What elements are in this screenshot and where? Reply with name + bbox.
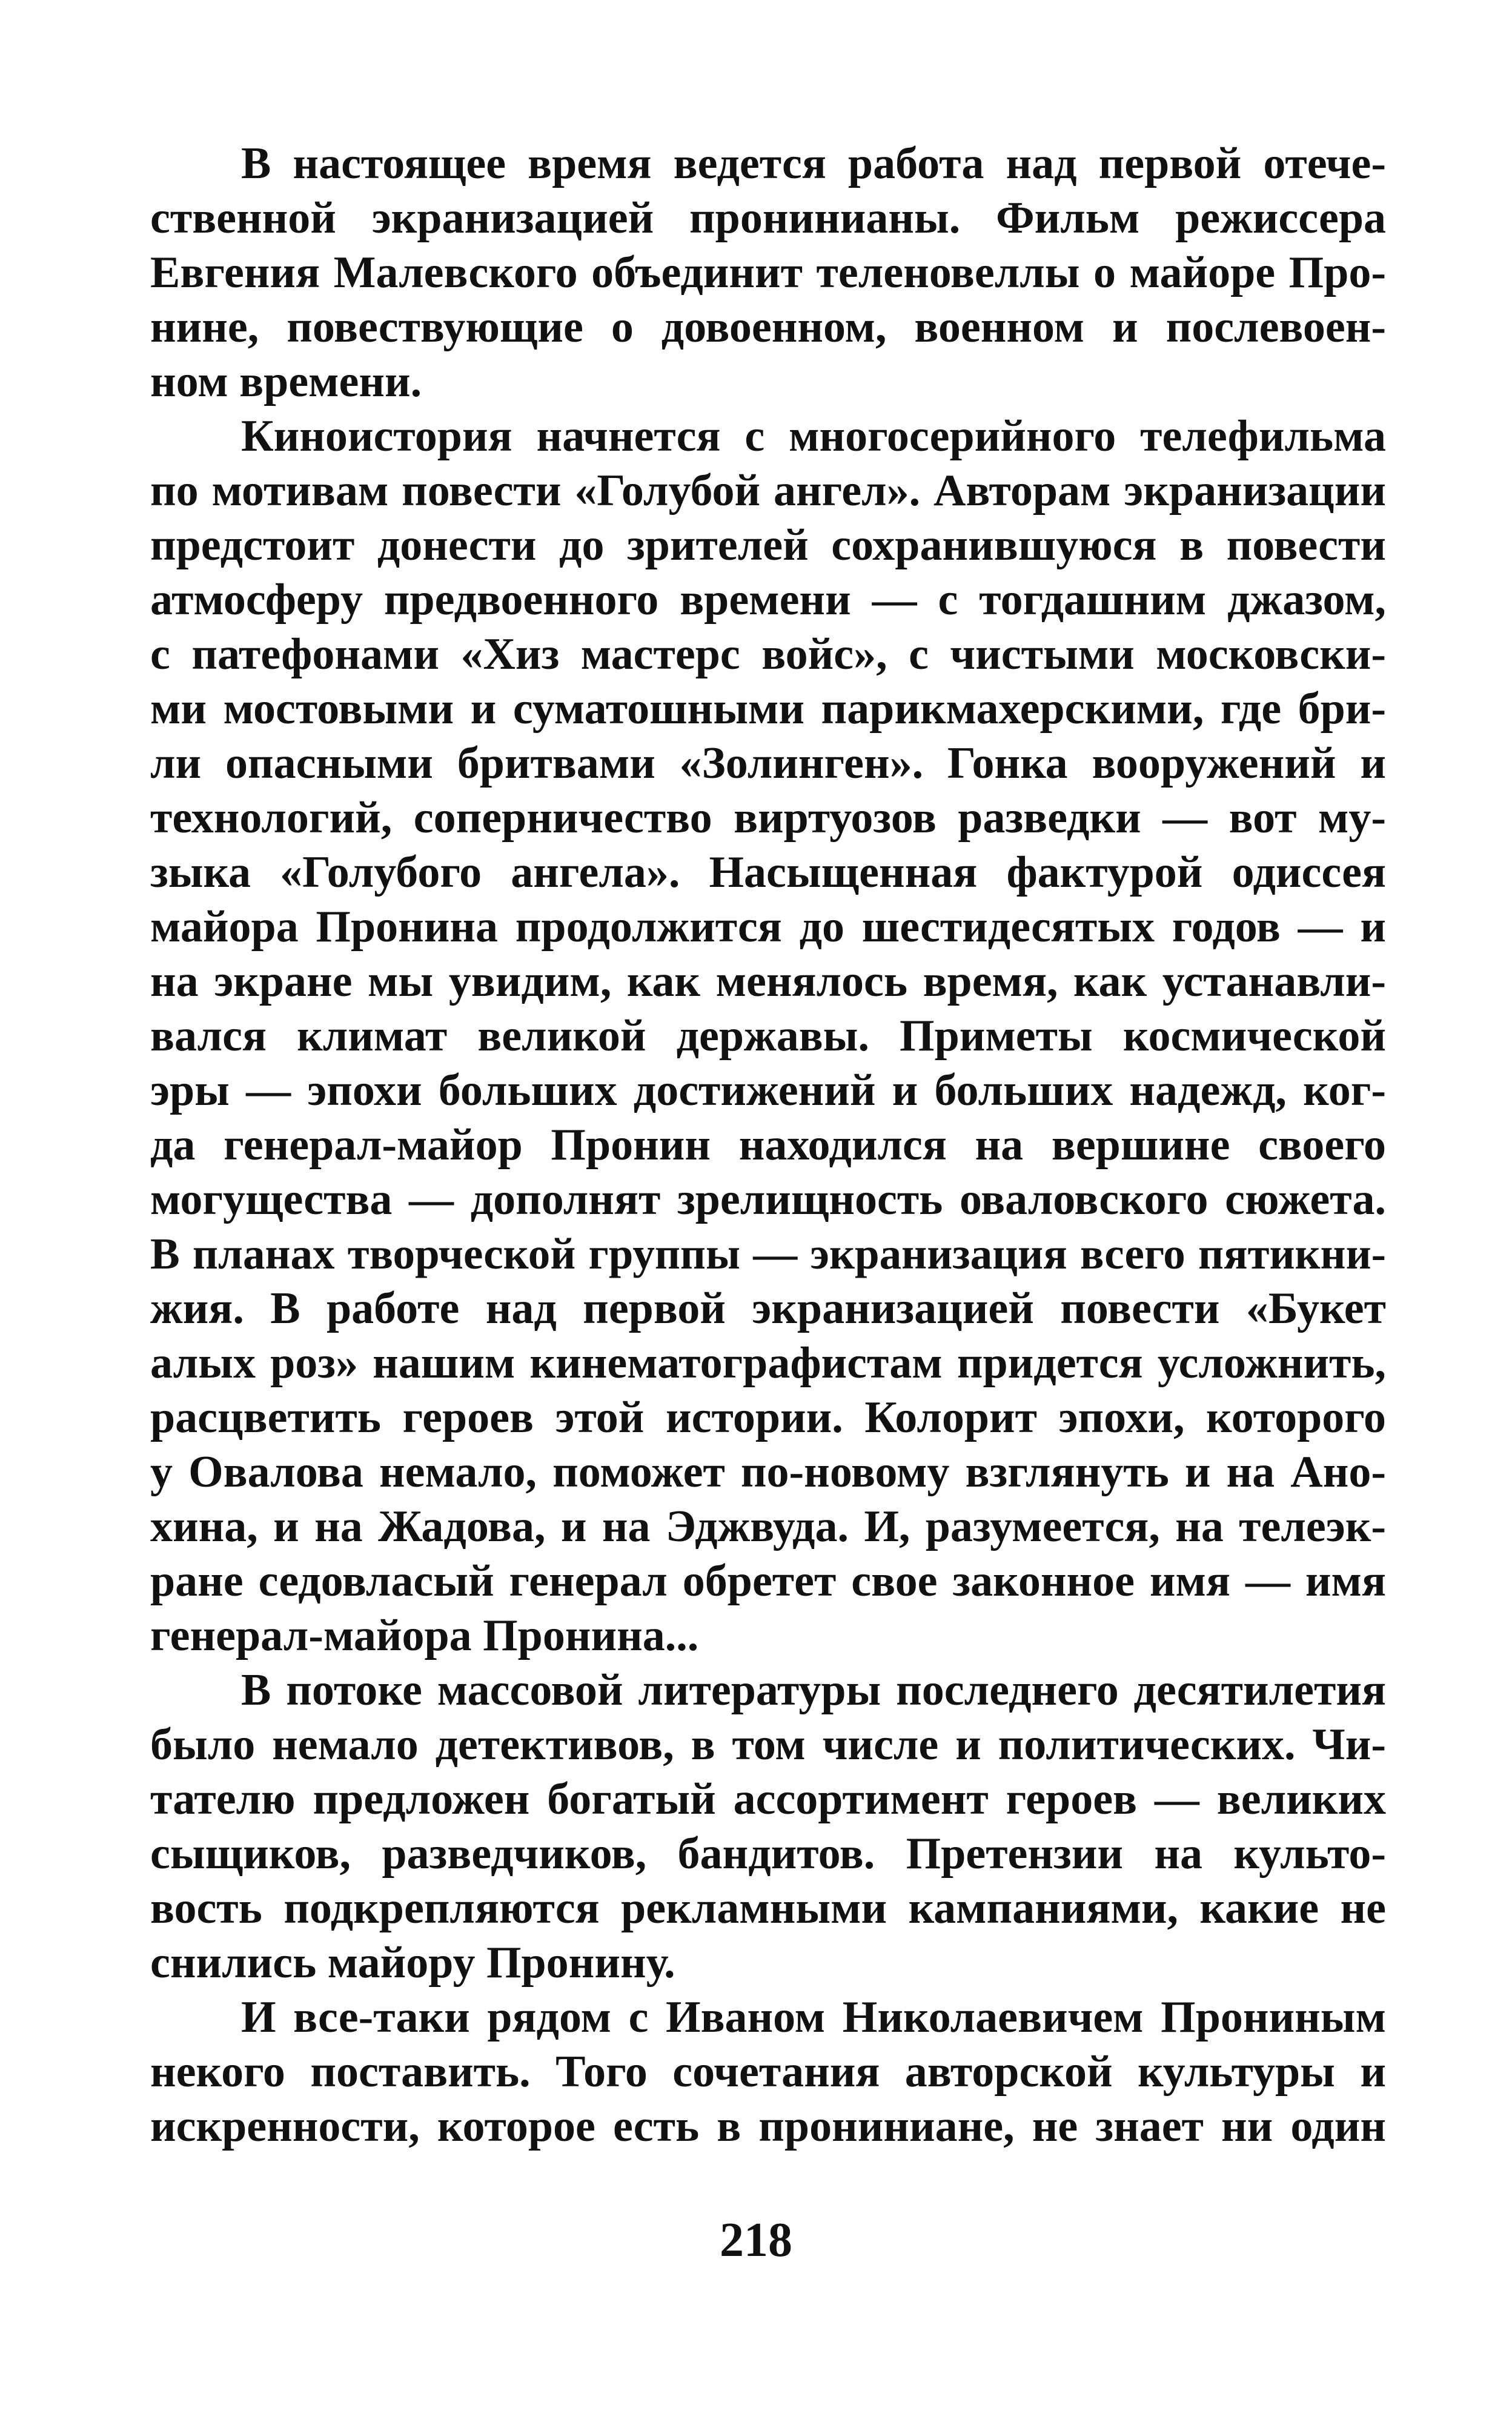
text-line: генерал-майора Пронина...: [150, 1611, 699, 1660]
text-line: ли опасными бритвами «Золинген». Гонка вооружений и: [150, 738, 1386, 788]
text-line: зыка «Голубого ангела». Насыщенная фактурой одиссея: [150, 847, 1386, 897]
text-line: В планах творческой группы — экранизация всего пятикни-: [150, 1229, 1386, 1278]
text-line: на экране мы увидим, как менялось время, как устанавли-: [150, 957, 1386, 1006]
text-line: Киноистория начнется с многосерийного телефильма: [241, 411, 1386, 461]
text-line: да генерал-майор Пронин находился на вершине своего: [150, 1120, 1386, 1170]
text-line: технологий, соперничество виртуозов разведки — вот му-: [150, 793, 1386, 843]
text-line: нине, повествующие о довоенном, военном и послевоен-: [150, 302, 1386, 352]
text-line: было немало детективов, в том числе и политических. Чи-: [150, 1720, 1386, 1770]
text-line: с патефонами «Хиз мастерс войс», с чистыми московски-: [150, 629, 1386, 679]
text-line: могущества — дополнят зрелищность оваловского сюжета.: [150, 1175, 1386, 1224]
text-line: хина, и на Жадова, и на Эджвуда. И, разумеется, на телеэк-: [150, 1502, 1386, 1551]
text-line: сыщиков, разведчиков, бандитов. Претензии на культо-: [150, 1829, 1386, 1879]
text-line: некого поставить. Того сочетания авторской культуры и: [150, 2047, 1386, 2097]
text-line: искренности, которое есть в прониниане, не знает ни один: [150, 2101, 1386, 2151]
text-line: ми мостовыми и суматошными парикмахерскими, где бри-: [150, 684, 1386, 734]
text-line: майора Пронина продолжится до шестидесятых годов — и: [150, 902, 1386, 952]
text-line: ственной экранизацией пронинианы. Фильм режиссера: [150, 193, 1386, 243]
text-body: [150, 136, 1386, 2154]
text-line: предстоит донести до зрителей сохранившуюся в повести: [150, 520, 1386, 570]
text-line: ном времени.: [150, 357, 422, 406]
text-line: Евгения Малевского объединит теленовеллы о майоре Про-: [150, 248, 1386, 297]
text-line: жия. В работе над первой экранизацией повести «Букет: [150, 1284, 1386, 1333]
text-line: атмосферу предвоенного времени — с тогдашним джазом,: [150, 575, 1386, 625]
text-line: расцветить героев этой истории. Колорит эпохи, которого: [150, 1393, 1386, 1442]
text-line: В потоке массовой литературы последнего десятилетия: [241, 1665, 1386, 1715]
text-line: И все-таки рядом с Иваном Николаевичем Прониным: [241, 1992, 1386, 2042]
text-line: В настоящее время ведется работа над первой отече-: [241, 139, 1386, 188]
text-line: у Овалова немало, поможет по-новому взглянуть и на Ано-: [150, 1447, 1386, 1497]
text-line: алых роз» нашим кинематографистам придется усложнить,: [150, 1338, 1386, 1388]
text-line: по мотивам повести «Голубой ангел». Авторам экранизации: [150, 466, 1386, 516]
text-line: вость подкрепляются рекламными кампаниями, какие не: [150, 1883, 1386, 1933]
text-line: вался климат великой державы. Приметы космической: [150, 1011, 1386, 1061]
text-line: тателю предложен богатый ассортимент героев — великих: [150, 1774, 1386, 1824]
text-line: снились майору Пронину.: [150, 1938, 675, 1988]
page-number: 218: [720, 2214, 792, 2267]
text-line: ране седовласый генерал обретет свое законное имя — имя: [150, 1556, 1386, 1606]
text-line: эры — эпохи больших достижений и больших надежд, ког-: [150, 1066, 1386, 1115]
